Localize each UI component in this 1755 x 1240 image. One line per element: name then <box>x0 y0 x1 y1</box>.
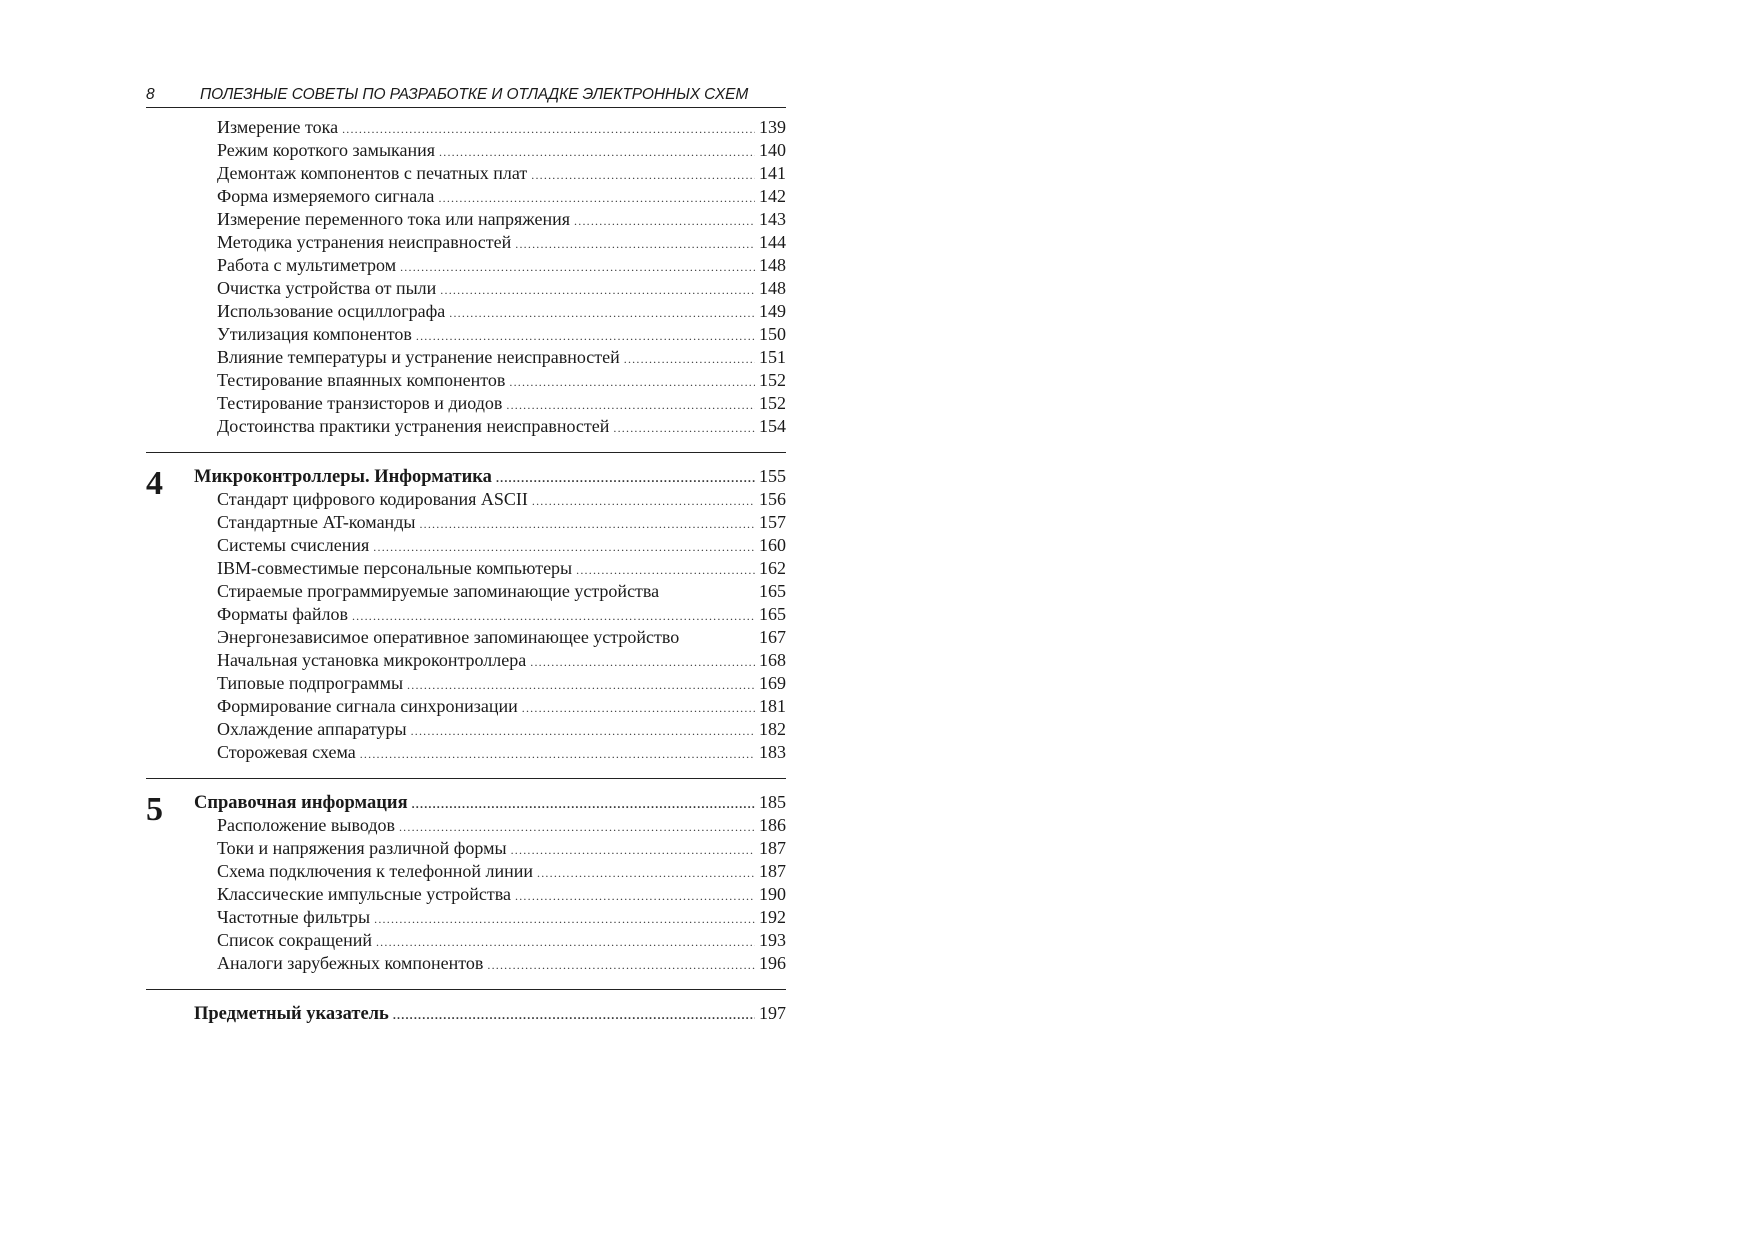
toc-entry <box>146 929 786 952</box>
toc-entry-page: 143 <box>759 209 786 229</box>
dot-leader <box>352 605 755 628</box>
dot-leader <box>574 210 755 233</box>
toc-entry-title: Частотные фильтры <box>217 907 371 927</box>
chapter-heading <box>146 465 786 488</box>
toc-entry-title: Очистка устройства от пыли <box>217 278 437 298</box>
toc-entry-title: Демонтаж компонентов с печатных плат <box>217 163 528 183</box>
toc-entry <box>146 208 786 231</box>
toc-entry-page: 152 <box>759 370 786 390</box>
toc-entry <box>146 695 786 718</box>
toc-entry-page: 141 <box>759 163 786 183</box>
toc-entry-page: 149 <box>759 301 786 321</box>
toc-entry-title: Стандартные AT-команды <box>217 512 416 532</box>
toc-entry <box>146 672 786 695</box>
toc-entry-title: Работа с мультиметром <box>217 255 397 275</box>
toc-entry-title: Расположение выводов <box>217 815 395 835</box>
toc-entry-page: 148 <box>759 255 786 275</box>
dot-leader <box>530 651 755 674</box>
toc-entry <box>146 534 786 557</box>
toc-entry-page: 186 <box>759 815 786 835</box>
toc-entry <box>146 392 786 415</box>
dot-leader <box>412 793 755 816</box>
toc-entry <box>146 603 786 626</box>
toc-entry <box>146 718 786 741</box>
dot-leader <box>537 862 755 885</box>
toc-entry-page: 181 <box>759 696 786 716</box>
dot-leader <box>400 256 755 279</box>
toc-entry-title: Влияние температуры и устранение неисправностей <box>217 347 620 367</box>
toc-entry-page: 187 <box>759 861 786 881</box>
toc-entry <box>146 814 786 837</box>
toc-entry <box>146 162 786 185</box>
toc-entry-title: Сторожевая схема <box>217 742 356 762</box>
dot-leader <box>532 490 755 513</box>
dot-leader <box>342 118 755 141</box>
dot-leader <box>373 536 755 559</box>
toc-entry-title: Форма измеряемого сигнала <box>217 186 435 206</box>
toc-entry-page: 196 <box>759 953 786 973</box>
chapter-divider <box>146 989 786 990</box>
dot-leader <box>376 931 755 954</box>
toc-entry-page: 156 <box>759 489 786 509</box>
dot-leader <box>399 816 755 839</box>
toc-entry-page: 183 <box>759 742 786 762</box>
toc-entry-page: 192 <box>759 907 786 927</box>
toc-entry-page: 182 <box>759 719 786 739</box>
toc-entry-title: IBM-совместимые персональные компьютеры <box>217 558 573 578</box>
toc-entry-page: 157 <box>759 512 786 532</box>
dot-leader <box>613 417 755 440</box>
toc-entry-page: 152 <box>759 393 786 413</box>
toc-chapter-5 <box>146 791 786 975</box>
toc-entry-title: Список сокращений <box>217 930 372 950</box>
dot-leader <box>416 325 755 348</box>
dot-leader <box>576 559 755 582</box>
toc-entry-title: Использование осциллографа <box>217 301 446 321</box>
dot-leader <box>509 371 755 394</box>
toc-entry <box>146 557 786 580</box>
toc-entry-page: 162 <box>759 558 786 578</box>
dot-leader <box>487 954 755 977</box>
dot-leader <box>511 839 755 862</box>
toc-entry <box>146 185 786 208</box>
toc-entry-page: 168 <box>759 650 786 670</box>
toc-index <box>146 1002 786 1025</box>
toc-entry-page: 167 <box>759 627 786 647</box>
toc-entry-page: 190 <box>759 884 786 904</box>
toc-entry <box>146 626 786 649</box>
dot-leader <box>506 394 755 417</box>
dot-leader <box>440 279 755 302</box>
chapter-page: 155 <box>759 466 786 486</box>
dot-leader <box>419 513 755 536</box>
dot-leader <box>515 233 755 256</box>
toc-entry-title: Формирование сигнала синхронизации <box>217 696 518 716</box>
dot-leader <box>522 697 755 720</box>
dot-leader <box>496 467 755 490</box>
index-heading <box>146 1002 786 1025</box>
toc-entry-page: 187 <box>759 838 786 858</box>
toc-entry-title: Тестирование впаянных компонентов <box>217 370 506 390</box>
chapter-number: 4 <box>146 465 163 502</box>
toc-entry-page: 154 <box>759 416 786 436</box>
toc-entry-page: 165 <box>759 604 786 624</box>
index-title: Предметный указатель <box>194 1004 389 1024</box>
dot-leader <box>515 885 755 908</box>
dot-leader <box>531 164 755 187</box>
toc-entry <box>146 254 786 277</box>
chapter-title: Микроконтроллеры. Информатика <box>194 467 492 487</box>
chapter-page: 185 <box>759 792 786 812</box>
chapter-divider <box>146 452 786 453</box>
toc-entry <box>146 883 786 906</box>
toc-entry-title: Измерение тока <box>217 117 339 137</box>
running-title: ПОЛЕЗНЫЕ СОВЕТЫ ПО РАЗРАБОТКЕ И ОТЛАДКЕ ЭЛЕКТРОННЫХ СХЕМ <box>200 86 749 103</box>
toc-entry-title: Достоинства практики устранения неисправностей <box>217 416 610 436</box>
toc-entry <box>146 139 786 162</box>
index-page: 197 <box>759 1003 786 1023</box>
chapter-number: 5 <box>146 791 163 828</box>
toc-entry <box>146 116 786 139</box>
toc-entry <box>146 837 786 860</box>
dot-leader <box>439 141 755 164</box>
toc-entry-title: Измерение переменного тока или напряжения <box>217 209 571 229</box>
toc-entry-page: 165 <box>759 581 786 601</box>
toc-entry <box>146 346 786 369</box>
toc-entry-page: 142 <box>759 186 786 206</box>
toc-entry <box>146 741 786 764</box>
dot-leader <box>438 187 755 210</box>
toc-entry-title: Методика устранения неисправностей <box>217 232 512 252</box>
chapter-title: Справочная информация <box>194 793 408 813</box>
toc-entry-title: Утилизация компонентов <box>217 324 412 344</box>
toc-entry-page: 139 <box>759 117 786 137</box>
toc-entry <box>146 300 786 323</box>
running-header <box>146 82 786 108</box>
dot-leader <box>407 674 755 697</box>
toc-entry-page: 169 <box>759 673 786 693</box>
toc-entry <box>146 906 786 929</box>
toc-entry-title: Тестирование транзисторов и диодов <box>217 393 503 413</box>
toc-entry <box>146 415 786 438</box>
toc-entry-title: Стираемые программируемые запоминающие устройства <box>217 581 660 601</box>
toc-entry-title: Аналоги зарубежных компонентов <box>217 953 484 973</box>
toc-entry-page: 151 <box>759 347 786 367</box>
chapter-heading <box>146 791 786 814</box>
toc-entry-title: Схема подключения к телефонной линии <box>217 861 534 881</box>
dot-leader <box>374 908 755 931</box>
toc-entry <box>146 580 786 603</box>
toc-entry <box>146 369 786 392</box>
toc-entry <box>146 488 786 511</box>
toc-entry-title: Стандарт цифрового кодирования ASCII <box>217 489 528 509</box>
toc-entry-title: Системы счисления <box>217 535 370 555</box>
dot-leader <box>393 1004 755 1027</box>
toc-entry-title: Энергонезависимое оперативное запоминающее устройство <box>217 627 680 647</box>
dot-leader <box>449 302 755 325</box>
dot-leader <box>624 348 755 371</box>
toc-entry-title: Форматы файлов <box>217 604 348 624</box>
toc-entry-page: 150 <box>759 324 786 344</box>
toc-entry <box>146 277 786 300</box>
toc-entry <box>146 231 786 254</box>
toc-entry <box>146 511 786 534</box>
toc-entry <box>146 649 786 672</box>
dot-leader <box>360 743 755 766</box>
toc-entry-title: Типовые подпрограммы <box>217 673 404 693</box>
toc-entry-page: 160 <box>759 535 786 555</box>
toc-entry-title: Охлаждение аппаратуры <box>217 719 407 739</box>
book-page <box>146 82 786 1025</box>
toc-entry-title: Токи и напряжения различной формы <box>217 838 507 858</box>
toc-entry-page: 144 <box>759 232 786 252</box>
toc-entry <box>146 323 786 346</box>
dot-leader <box>411 720 755 743</box>
toc-section-3-continued <box>146 116 786 438</box>
toc-entry-page: 193 <box>759 930 786 950</box>
toc-chapter-4 <box>146 465 786 764</box>
toc-entry <box>146 952 786 975</box>
toc-entry-page: 148 <box>759 278 786 298</box>
toc-entry-title: Начальная установка микроконтроллера <box>217 650 527 670</box>
page-number: 8 <box>146 86 155 103</box>
toc-entry-page: 140 <box>759 140 786 160</box>
chapter-divider <box>146 778 786 779</box>
toc-entry-title: Классические импульсные устройства <box>217 884 512 904</box>
toc-entry-title: Режим короткого замыкания <box>217 140 436 160</box>
toc-entry <box>146 860 786 883</box>
